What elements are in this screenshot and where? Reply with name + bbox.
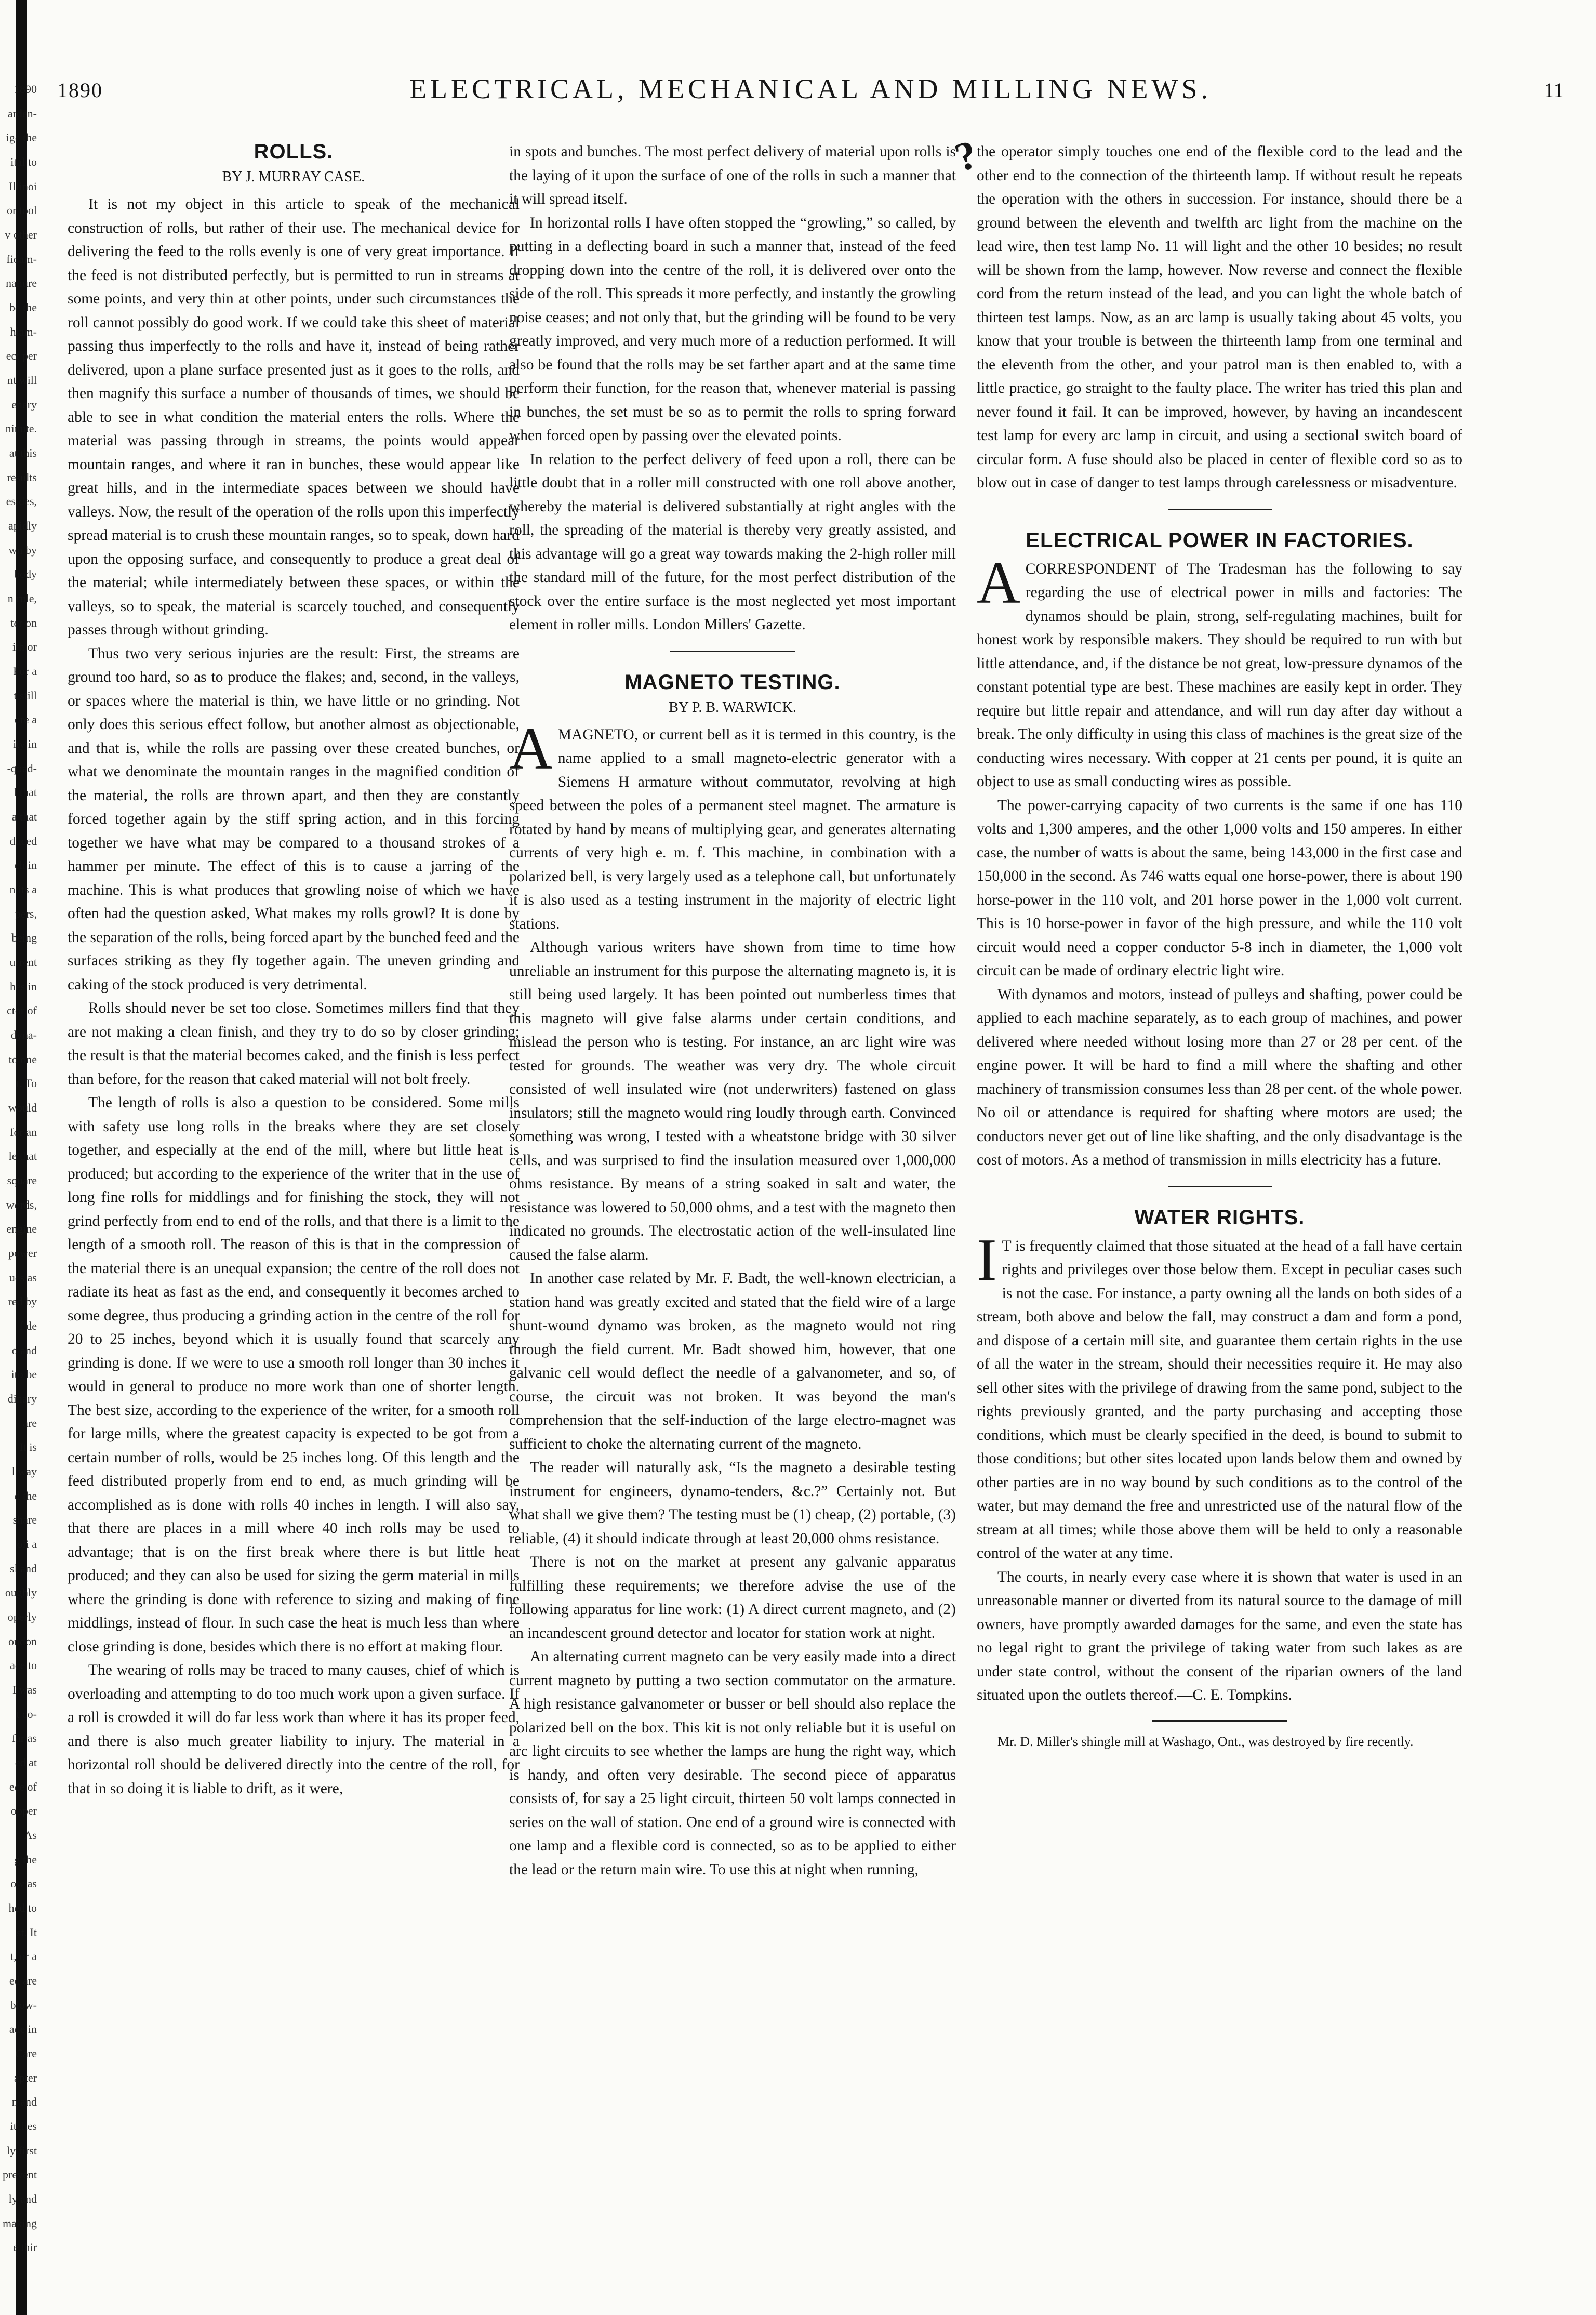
margin-fragment: ece of xyxy=(9,1780,37,1793)
margin-fragment: ues as xyxy=(9,1271,37,1284)
margin-fragment: l way xyxy=(11,1465,37,1478)
paragraph: There is not on the market at present any galvanic apparatus fulfilling these requirements; we therefore advise the use of the following apparatus for line work: (1) A direct current magneto, and (2) an incandescent ground detector and locator for station work at night. xyxy=(509,1554,956,1642)
article-title-rolls: ROLLS. xyxy=(254,140,334,163)
margin-fragment: pers, xyxy=(15,907,37,920)
margin-fragment: opper xyxy=(10,1804,37,1818)
margin-fragment: or tool xyxy=(6,204,37,217)
margin-fragment: blow- xyxy=(10,1998,37,2012)
margin-fragment: As xyxy=(24,1829,37,1842)
margin-fragment: ito be xyxy=(11,1368,37,1381)
margin-fragment: would xyxy=(8,1101,37,1114)
margin-fragment: ade in xyxy=(9,2022,37,2036)
margin-fragment: share xyxy=(12,1513,37,1527)
paragraph: With dynamos and motors, instead of pulleys and shafting, power could be applied to each machine separately, as to each group of machines, and power delivered where needed without losing more than 27 or 28 per cent. of the engine power. It will be hard to find a mill where the shafting and other machinery of transmission consumes less than 28 per cent. of the whole power. No oil or attendance is required for shafting where motors are used; the conductors never get out of line like shafting, and the only disadvantage is the cost of motors. As a method of transmission in mills electricity has a future. xyxy=(977,986,1462,1168)
margin-fragment: ly first xyxy=(6,2144,37,2157)
margin-fragment: itches xyxy=(10,2120,37,2133)
margin-fragment: for an xyxy=(10,1125,37,1139)
masthead: ELECTRICAL, MECHANICAL AND MILLING NEWS. xyxy=(409,73,1212,104)
article-divider xyxy=(1168,1186,1272,1187)
margin-fragment: t. To xyxy=(16,1077,37,1090)
paragraph: AMAGNETO, or current bell as it is termed in this country, is the name applied to a small magneto-electric generator with a Siemens H armature without commutator, revolving at high speed between the poles of a permanent steel magnet. The armature is rotated by hand by means of multiplying gear, and generates alternating currents of very high e. m. f. This machine, in combination with a polarized bell, is very largely used as a telephone call, but unfortunately it is also used as a testing instrument in the majority of electric light stations. xyxy=(509,715,956,932)
paragraph: In horizontal rolls I have often stopped the “growling,” so called, by putting in a deflecting board in such a manner that, instead of the feed dropping down into the centre of the roll, it is delivered over onto the side of the roll. This spreads it more perfectly, and instantly the growling noise ceases; and not only that, but the grinding will be found to be very greatly improved, and very much more of a reduction performed. It will also be found that the rolls may be set farther apart and at the same time perform their function, for the reason that, whenever material is passing in bunches, the set must be so as to permit the rolls to spring forward when forced open by passing over the elevated points. xyxy=(509,214,956,444)
margin-fragment: oughly xyxy=(5,1586,37,1599)
margin-fragment: urrent xyxy=(9,956,37,969)
margin-fragment: power xyxy=(8,1247,37,1260)
margin-fragment: oli a xyxy=(17,1538,37,1551)
margin-fragment: l that xyxy=(14,786,37,799)
paragraph: the operator simply touches one end of the flexible cord to the lead and the other end to the connection of the thirteenth lamp. If without result he repeats the operation with the others in succession. For instance, should there be a ground between the eleventh and twelfth arc light from the machine on the lead wire, then test lamp No. 11 will light and the other 10 besides; no result will be shown from the lamp, however. Now reverse and connect the flexible cord from the return instead of the lead, and you can light the whole batch of thirteen test lamps. Now, as an arc lamp is usually taking about 45 volts, you know that your trouble is between the thirteenth lamp from one terminal and the eleventh from the other, and your patrol man is then enabled to, with a little practice, go straight to the faulty place. The writer has tried this plan and never found it fail. It can be improved, however, by having an incandescent test lamp for every arc lamp in circuit, and using a sectional switch board of circular form. A fuse should also be placed in center of flexible cord so as to blow out in case of danger to test lamps through carelessness or misadventure. xyxy=(977,143,1462,491)
paragraph: Rolls should never be set too close. Sometimes millers find that they are not making a clean finish, and they try to do so by closer grinding; the result is that the material becomes caked, and the finish is less perfect than before, for the reason that caked material will not bolt freely. xyxy=(68,1000,520,1088)
margin-fragment: n and xyxy=(11,2095,37,2109)
margin-fragment: sl and xyxy=(10,1562,37,1575)
column-right xyxy=(977,140,1462,1752)
margin-fragment: Illinoi xyxy=(9,179,37,193)
margin-fragment: ter on xyxy=(10,616,37,629)
article-divider xyxy=(670,651,795,652)
margin-fragment: at this xyxy=(9,446,37,459)
margin-fragment: e thir xyxy=(13,2241,37,2254)
margin-fragment: ace to xyxy=(10,1659,37,1672)
margin-fragment: a that xyxy=(11,810,37,823)
margin-fragment: being xyxy=(11,931,37,945)
byline-magneto: BY P. B. WARWICK. xyxy=(669,699,796,716)
margin-fragment: ly and xyxy=(8,2192,37,2205)
margin-fragment: ect per xyxy=(6,349,37,363)
margin-fragment: It is xyxy=(19,1440,37,1454)
margin-fragment: t still xyxy=(14,689,37,702)
paragraph: It is not my object in this article to speak of the mechanical construction of rolls, but rather of their use. The mechanical device for delivering the feed to the rolls evenly is one of very great importance. If the feed is not distributed perfectly, but is permitted to run in streams at some points, and very thin at other points, under such circumstances the roll cannot possibly do good work. If we could take this sheet of material passing thus imperfectly to the rolls and have it, instead of being rather delivered, upon a plane surface presented just as it goes to the rolls, and then magnify this surface a number of thousands of times, we should be able to see in what condition the material enters the rolls. Where the material was passing through in streams, the points would appear mountain ranges, and where it ran in bunches, these would appear like great hills, and in the intermediate spaces between we should have valleys. Now, the result of the operation of the rolls upon this imperfectly spread material is to crush these mountain ranges, so to speak, down hard upon the opposing surface, and consequently to produce a great deal of the material; while intermediately between these spaces, or within the valleys, so to speak, the material is scarcely touched, and consequently passes through without grinding. xyxy=(68,196,520,638)
margin-fragment: red by xyxy=(8,1295,37,1308)
margin-fragment: st. It xyxy=(16,1925,37,1939)
margin-fragment: nt will xyxy=(7,374,37,387)
margin-fragment: f de xyxy=(19,1319,37,1332)
paragraph: Although various writers have shown from time to time how unreliable an instrument for this purpose the alternating magneto is, it is still being used largely. It has been pointed out numberless times that this magneto will give false alarms under certain conditions, and mislead the person who is testing. For instance, an arc light wire was tested for grounds. The weather was very dry. The whole circuit consisted of well insulated wire (not underwriters) fastened on glass insulators; still the magneto would ring loudly through earth. Convinced something was wrong, I tested with a wheatstone bridge with 30 silver cells, and was surprised to find the insulation measured over 1,000,000 ohms resistance. By means of a string soaked in salt and water, the resistance was lowered to 50,000 ohms, and a test with the magneto then indicated no grounds. The electrostatic action of the well-insulated line caused the false alarm. xyxy=(509,939,956,1263)
margin-fragment: dyna- xyxy=(10,1028,37,1041)
margin-fragment: esides, xyxy=(6,495,37,508)
previous-page-margin xyxy=(0,0,55,2315)
margin-fragment: n its a xyxy=(9,883,37,896)
margin-fragment: ed are xyxy=(9,1974,37,1987)
margin-fragment: ore a xyxy=(14,713,37,726)
column-middle xyxy=(509,140,956,1882)
margin-fragment: I was xyxy=(12,1683,37,1696)
paragraph: The power-carrying capacity of two currents is the same if one has 110 volts and 1,300 amperes, and the other 1,000 volts and 150 amperes. In either case, the number of watts is about the same, being 143,000 in the first case and 150,000 in the second. As 746 watts equal one horse-power, there is about 190 horse-power in the 110 volt, and 201 horse power in the 1,000 volt current. This is 10 horse-power in favor of the high pressure, and while the 110 volt circuit would need a copper conductor 5-8 inch in diameter, the 1,000 volt circuit can be made of ordinary electric light wire. xyxy=(977,797,1462,979)
byline-rolls: BY J. MURRAY CASE. xyxy=(222,169,365,185)
paragraph: In another case related by Mr. F. Badt, the well-known electrician, a station hand was greatly excited and stated that the field wire of a large shunt-wound dynamo was broken, as the magneto would not ring through the field current. Mr. Badt showed him, however, that one galvanic cell would deflect the needle of a galvanometer, and so, of course, the circuit was not broken. It was beyond the man's comprehension that the self-induction of the large electro-magnet was sufficient to choke the alternating current of the magneto. xyxy=(509,1270,956,1452)
margin-fragment: apter xyxy=(14,2071,37,2084)
margin-fragment: ige the xyxy=(6,131,37,144)
paragraph: The courts, in nearly every case where it is shown that water is used in an unreasonable manner or diverted from its natural source to the damage of mill owners, have promptly awarded damages for the same, and even the state has no legal right to grant the privilege of taking water from such lakes as are under state control, without the consent of the riparian owners of the land situated upon the outlets thereof.—C. E. Tompkins. xyxy=(977,1568,1462,1703)
margin-fragment: body xyxy=(14,567,37,581)
margin-fragment: ch in xyxy=(14,858,37,872)
margin-fragment: ninute. xyxy=(5,422,37,435)
margin-fragment: far as xyxy=(11,1731,37,1745)
margin-fragment: dinary xyxy=(7,1392,37,1405)
margin-fragment: n rule, xyxy=(7,592,37,605)
margin-fragment: v other xyxy=(5,228,37,241)
margin-fragment: be the xyxy=(9,301,37,314)
paragraph: The reader will naturally ask, “Is the magneto a desirable testing instrument for engineers, dynamo-tenders, &c.?” Certainly not. But what shall we give them? The testing must be (1) cheap, (2) portable, (3) reliable, (4) it should indicate through at least 20,000 ohms resistance. xyxy=(509,1459,956,1547)
paragraph: In relation to the perfect delivery of feed upon a roll, there can be little doubt that in a roller mill constructed with one roll above another, whereby the material is delivered substantially at right angles with the roll, the spreading of the material is thereby very greatly assisted, and this advantage will go a great way towards making the 2-high roller mill the standard mill of the future, for the most perfect distribution of the stock over the entire surface is the most neglected yet most important element in roller mills. London Millers' Gazette. xyxy=(509,451,956,633)
margin-fragment: g the xyxy=(14,1853,37,1866)
margin-fragment: ity in xyxy=(13,737,37,750)
margin-fragment: prevent xyxy=(3,2168,37,2181)
margin-fragment: -quad- xyxy=(7,761,37,775)
margin-fragment: t, or a xyxy=(10,1950,37,1963)
article-title-power: ELECTRICAL POWER IN FACTORIES. xyxy=(1026,528,1414,552)
margin-fragment: duced xyxy=(9,834,37,848)
paragraph: in spots and bunches. The most perfect delivery of material upon rolls is the laying of it upon the surface of one of the rolls in such a manner that it will spread itself. xyxy=(509,143,956,207)
notice-divider xyxy=(1152,1720,1287,1722)
margin-fragment: nanure xyxy=(6,276,37,290)
article-divider xyxy=(1168,509,1272,510)
paragraph: IT is frequently claimed that those situated at the head of a fall have certain rights and privileges over those below them. Except in peculiar cases such is not the case. For instance, a party owning all the lands on both sides of a stream, both above and below the fall, may construct a dam and form a pond, and dispose of a certain mill site, and guarantee them certain rights in the use of all the water in the stream, should their necessities require it. He may also sell other sites with the privilege of drawing from the same pond, subject to the rights previously granted, and the party purchasing and accepting those conditions, which must be clearly specified in the deed, is bound to submit to those conditions; but other sites located upon lands below them and owned by other parties are in no way bound by such conditions as to the control of the water, but may demand the free and unrestricted use of the natural flow of the stream at all times; while those above them will be held to only a reasonable control of the water at any time. xyxy=(977,1226,1462,1562)
margin-fragment: are xyxy=(23,1416,37,1430)
margin-fragment: to one xyxy=(8,1052,37,1066)
running-head-left: 1890 xyxy=(57,78,103,102)
margin-fragment: wn by xyxy=(8,543,37,557)
ink-mark: ? xyxy=(949,131,983,180)
margin-fragment: fidam- xyxy=(6,252,37,266)
news-notice: Mr. D. Miller's shingle mill at Washago, Ont., was destroyed by fire recently. xyxy=(998,1734,1414,1749)
margin-fragment: For a xyxy=(13,665,37,678)
paragraph: Thus two very serious injuries are the result: First, the streams are ground too hard, so as to produce the flakes; and, second, in the valleys, or spaces where the material is thin, we have little or no grinding. Not only does this serious effect follow, but another almost as objectionable, and that is, while the rolls are passing over these created bunches, or what we denominate the mountain ranges in the magnified condition of the material, the rolls are thrown apart, and then they are constantly forced together again by the stiff spring action, and in this forcing together we have what may be compared to a thousand strokes of a hammer per minute. The effect of this is to cause a jarring of the machine. This is what produces that growling noise of which we have often had the question asked, What makes my rolls growl? It is done by the separation of the rolls, being forced apart by the bunched feed and the surfaces striking as they fly together again. The uneven grinding and caking of the stock produced is very detrimental. xyxy=(68,645,520,993)
margin-fragment: hed to xyxy=(8,1901,37,1914)
margin-fragment: engine xyxy=(6,1222,37,1236)
margin-fragment: hes in xyxy=(10,980,37,993)
paragraph: An alternating current magneto can be very easily made into a direct current magneto by putting a two section commutator on the armature. A high resistance galvanometer or busser or bell should also replace the polarized bell on the box. This kit is not only reliable but it is useful on arc light circuits to see whether the lamps are hung the right way, which is handy, and often very desirable. The second piece of apparatus consists of, for say a 25 light circuit, thirteen 50 volt lamps connected in series on the wall of station. One end of a ground wire is connected with one lamp and a flexible cord is connected, so as to be applied to either the lead or the return main wire. To use this at night when running, xyxy=(509,1648,956,1878)
margin-fragment: 1890 xyxy=(14,83,37,96)
column-left xyxy=(68,140,520,1801)
paragraph: ACORRESPONDENT of The Tradesman has the following to say regarding the use of electrical power in mills and factories: The dynamos should be plain, strong, self-regulating machines, built for honest work by responsible makers. They should be required to run with but little attendance, and, if the distance be not great, low-pressure dynamos of the constant potential type are best. These machines are easily kept in order. They require but little repair and attendance, and will run day after day without a break. The only difficulty in using this class of machines is the great size of the conducting wires necessary. With copper at 21 cents per pound, it is quite an object to use as small conducting wires as possible. xyxy=(977,549,1462,790)
margin-fragment: t co- xyxy=(16,1707,37,1721)
margin-fragment: hlam- xyxy=(10,325,37,338)
margin-fragment: le that xyxy=(8,1149,37,1163)
paragraph: The length of rolls is also a question to be considered. Some mills with safety use long rolls in the breaks where they are set closely together, and especially at the end of the mill, where but little heat is produced; but according to the experience of the writer that in the use of long fine rolls for middlings and for finishing the stock, they will not grind perfectly from end to end of the rolls, and that there is a limit to the length of a smooth roll. The reason of this is that in the compression of the material there is an unequal expansion; the centre of the roll does not radiate its heat as fast as the end, and consequently it becomes arched to some degree, thus producing a grinding action in the centre of the roll for 20 to 25 inches, beyond which it is usually found that scarcely any grinding is done. If we were to use a smooth roll longer than 30 inches it would in general to produce no more work than one of shorter length. The best size, according to the experience of the writer, for a smooth roll for large mills, where the greatest capacity is expected to be got from a certain number of rolls, would be 25 inches long. Of this length and the feed distributed properly from end to end, as much grinding will be accomplished as is done with rolls 40 inches in length. I will also say, that there are places in a mill where 40 inch rolls may be used to advantage; that is on the first break where there is but little heat produced; and they can also be used for sizing the germ material in mills where the grinding is done with reference to sizing and making of fine middlings, instead of flour. In such case the heat is much less than where close grinding is done, besides which there is no effort at making flour. xyxy=(68,1094,520,1655)
margin-fragment: Care xyxy=(15,2047,37,2060)
page-header xyxy=(57,73,1564,109)
margin-fragment: square xyxy=(7,1174,37,1187)
margin-fragment: d the xyxy=(14,1489,37,1502)
page-number: 11 xyxy=(1544,78,1564,102)
article-title-magneto: MAGNETO TESTING. xyxy=(624,670,841,694)
margin-fragment: words, xyxy=(6,1198,37,1211)
margin-fragment: apidly xyxy=(8,519,37,532)
margin-fragment: arden- xyxy=(7,107,37,120)
paragraph: The wearing of rolls may be traced to many causes, chief of which is overloading and attempting to do too much work upon a given surface. If a roll is crowded it will do far less work than where it has its proper feed, and there is also much greater liability to injury. The material in a horizontal roll should be delivered directly into the centre of the roll, for that in so doing it is liable to drift, as it were, xyxy=(68,1662,520,1797)
margin-fragment: ith or xyxy=(12,640,37,654)
margin-fragment: ondon xyxy=(8,1634,37,1648)
margin-fragment: o and xyxy=(11,1343,37,1357)
margin-fragment: ed at xyxy=(15,1756,37,1769)
margin-fragment: making xyxy=(3,2216,37,2230)
margin-fragment: ctor of xyxy=(6,1004,37,1017)
margin-fragment: enery xyxy=(11,398,37,411)
article-title-water: WATER RIGHTS. xyxy=(1134,1206,1305,1229)
margin-fragment: operly xyxy=(7,1610,37,1623)
margin-fragment: ow as xyxy=(10,1877,37,1890)
margin-fragment: results xyxy=(7,470,37,484)
margin-fragment: ital to xyxy=(10,155,37,168)
